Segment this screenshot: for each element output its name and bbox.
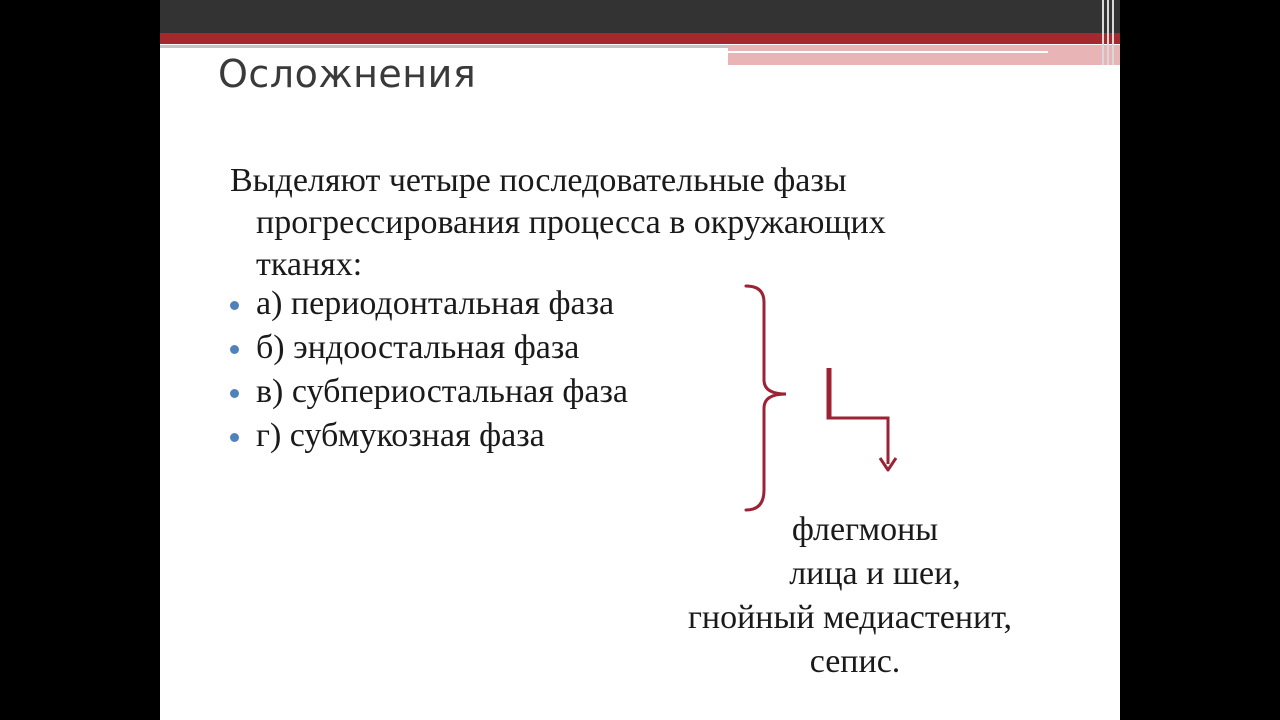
phase-item [228, 282, 628, 326]
divider-line [160, 45, 728, 48]
bullet-icon [230, 345, 239, 354]
bullet-icon [230, 301, 239, 310]
intro-line: Выделяют четыре последовательные фазы [230, 162, 847, 199]
bullet-icon [230, 389, 239, 398]
phase-item [228, 414, 628, 458]
outcome-line: флегмоны [791, 511, 939, 548]
outcome-line: сепис. [809, 643, 901, 680]
slide [160, 0, 1120, 720]
curly-brace-icon [746, 286, 786, 510]
header-bar [160, 0, 1120, 33]
phase-label: б) эндоостальная фаза [256, 329, 580, 366]
phase-label: г) субмукозная фаза [256, 417, 545, 454]
edge-decoration [1102, 0, 1118, 65]
arrow-down-icon [820, 366, 900, 476]
intro-line: тканях: [256, 246, 363, 283]
accent-bar [160, 33, 1120, 44]
intro-line: прогрессирования процесса в окружающих [256, 204, 886, 241]
outcome-line: гнойный медиастенит, [687, 599, 1013, 636]
phase-list [228, 282, 628, 458]
phase-item [228, 370, 628, 414]
phase-label: а) периодонтальная фаза [256, 285, 615, 322]
slide-title: Осложнения [218, 52, 477, 96]
bullet-icon [230, 433, 239, 442]
phase-item [228, 326, 628, 370]
intro-text [230, 160, 1050, 286]
phase-label: в) субпериостальная фаза [256, 373, 628, 410]
outcome-line: лица и шеи, [789, 555, 961, 592]
accent-band [728, 45, 1120, 65]
outcome-text [620, 508, 1080, 684]
